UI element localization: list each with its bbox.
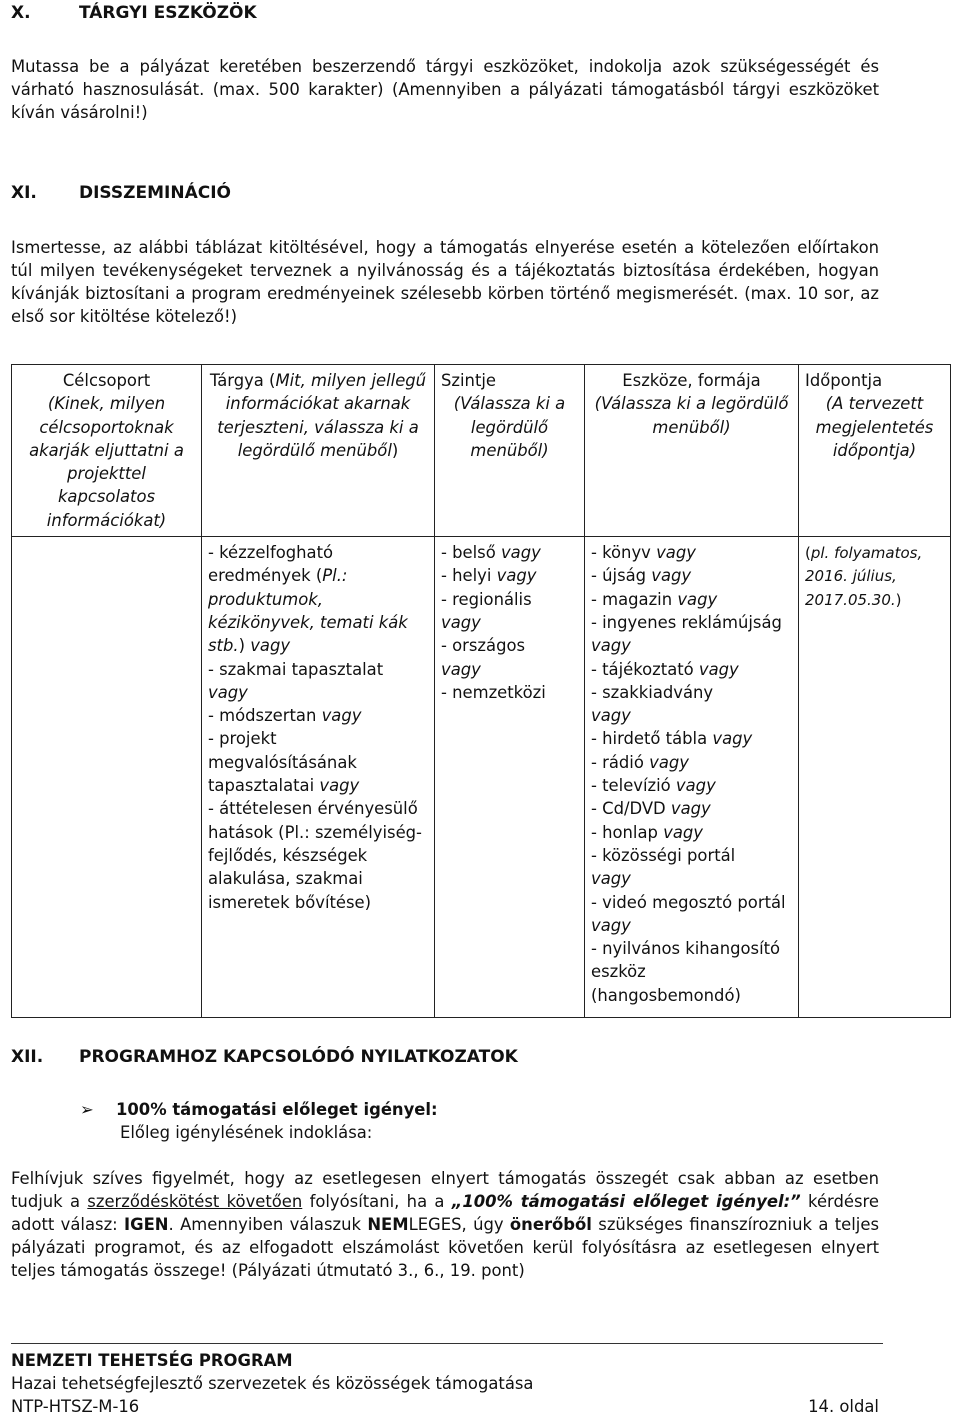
- section-xii-title: PROGRAMHOZ KAPCSOLÓDÓ NYILATKOZATOK: [79, 1047, 518, 1067]
- table-header-row: [12, 365, 951, 537]
- header-szintje: Szintje (Válassza ki a legördülő menüből): [435, 365, 585, 537]
- section-x-heading: [11, 2, 257, 25]
- cell-celcsoport[interactable]: [12, 537, 202, 1018]
- arrow-bullet-icon: ➢: [80, 1100, 94, 1119]
- section-x-title: TÁRGYI ESZKÖZÖK: [79, 3, 257, 23]
- section-xi-text: Ismertesse, az alábbi táblázat kitöltésével, hogy a támogatás elnyerése esetén a kötelezően előírtakon túl milyen tevékenységeket terveznek a nyilvánosság és a tájékoztatás biztosítása érdekében, hogyan kívánják biztosítani a program eredményeinek szélesebb körben történő megismerését. (max. 10 sor, az első sor kitöltése kötelező!): [11, 238, 879, 326]
- footer-page-number: 14. oldal: [808, 1397, 879, 1416]
- cell-szintje[interactable]: - belső vagy - helyi vagy - regionális vagy - országos vagy - nemzetközi: [435, 537, 585, 1018]
- header-celcsoport: Célcsoport (Kinek, milyen célcsoportoknak akarják eljuttatni a projekttel kapcsolatos információkat): [12, 365, 202, 537]
- section-xi-number: XI.: [11, 183, 37, 203]
- dissemination-table: [11, 364, 951, 1018]
- cell-targya[interactable]: - kézzelfogható eredmények (Pl.: produktumok, kézikönyvek, temati kák stb.) vagy - szakmai tapasztalat vagy - módszertan vagy - projekt megvalósításának tapasztalatai vagy - áttételesen érvényesülő hatások (Pl.: személyiség-fejlődés, készségek alakulása, szakmai ismeretek bővítése): [202, 537, 435, 1018]
- cell-idopontja[interactable]: (pl. folyamatos, 2016. július, 2017.05.30.): [799, 537, 951, 1018]
- header-eszkoze: Eszköze, formája (Válassza ki a legördülő menüből): [585, 365, 799, 537]
- section-xii-heading: [11, 1046, 518, 1069]
- header-idopontja: Időpontja (A tervezett megjelentetés időpontja): [799, 365, 951, 537]
- cell-eszkoze[interactable]: - könyv vagy - újság vagy - magazin vagy - ingyenes reklámújság vagy - tájékoztató vagy - szakkiadvány vagy - hirdető tábla vagy - rádió vagy - televízió vagy - Cd/DVD vagy - honlap vagy - közösségi portál vagy - videó megosztó portál vagy - nyilvános kihangosító eszköz (hangosbemondó): [585, 537, 799, 1018]
- section-xi-heading: [11, 182, 231, 205]
- page-footer: [11, 1349, 879, 1418]
- section-x-number: X.: [11, 3, 31, 23]
- table-row: [12, 537, 951, 1018]
- header-targya: Tárgya (Mit, milyen jellegű információkat akarnak terjeszteni, válassza ki a legördülő menüből): [202, 365, 435, 537]
- section-xii-number: XII.: [11, 1047, 44, 1067]
- section-xi-title: DISSZEMINÁCIÓ: [79, 183, 231, 203]
- advance-subtitle: Előleg igénylésének indoklása:: [120, 1123, 373, 1142]
- footer-divider: [11, 1343, 883, 1344]
- footer-code: NTP-HTSZ-M-16: [11, 1397, 140, 1416]
- advance-note: Felhívjuk szíves figyelmét, hogy az esetlegesen elnyert támogatás összegét csak abban az esetben tudjuk a szerződéskötést követően folyósítani, ha a „100% támogatási előleget igényel:” kérdésre adott válasz: IGEN. Amennyiben válaszuk NEMLEGES, úgy önerőből szükséges finanszírozniuk a teljes pályázati programot, és az elfogadott elszámolást követően kerül folyósításra az esetlegesen elnyert teljes támogatás összege! (Pályázati útmutató 3., 6., 19. pont): [11, 1169, 879, 1280]
- section-x-text: Mutassa be a pályázat keretében beszerzendő tárgyi eszközöket, indokolja azok szükségességét és várható hasznosulását. (max. 500 karakter) (Amennyiben a pályázati támogatásból tárgyi eszközöket kíván vásárolni!): [11, 57, 879, 122]
- footer-program: NEMZETI TEHETSÉG PROGRAM: [11, 1351, 293, 1370]
- advance-title: 100% támogatási előleget igényel:: [116, 1100, 438, 1119]
- footer-subtitle: Hazai tehetségfejlesztő szervezetek és közösségek támogatása: [11, 1374, 534, 1393]
- advance-request-item: [80, 1098, 438, 1144]
